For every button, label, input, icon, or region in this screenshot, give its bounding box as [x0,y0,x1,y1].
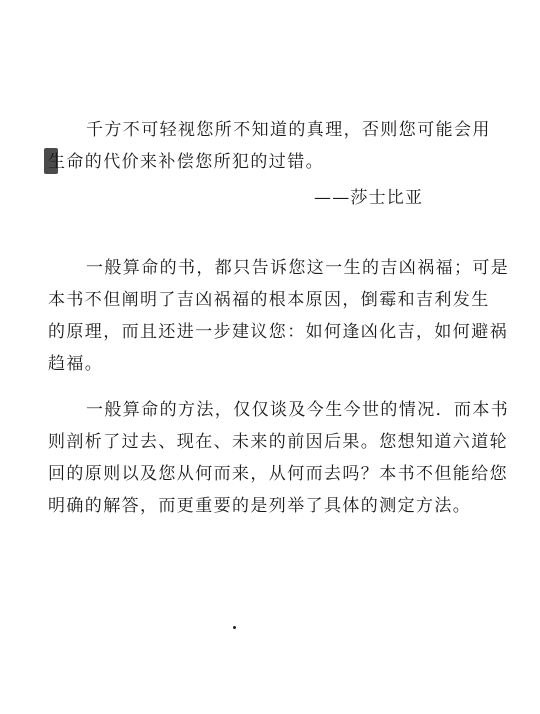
paragraph-2-line-3: 回的原则以及您从何而来，从何而去吗？本书不但能给您 [48,464,508,484]
paragraph-2-line-2: 则剖析了过去、现在、未来的前因后果。您想知道六道轮 [48,432,508,452]
quote-attribution: ——莎士比亚 [314,188,424,208]
quote-line-1: 千方不可轻视您所不知道的真理，否则您可能会用 [86,120,491,140]
ink-speck [233,626,236,629]
paragraph-1-line-4: 趋福。 [48,354,104,374]
paragraph-2-line-1: 一般算命的方法，仅仅谈及今生今世的情况．而本书 [86,400,510,420]
paragraph-1-line-2: 本书不但阐明了吉凶祸福的根本原因，倒霉和吉利发生 [48,290,490,310]
quote-line-2: 生命的代价来补偿您所犯的过错。 [48,152,324,172]
paragraph-1-line-3: 的原理，而且还进一步建议您：如何逢凶化吉，如何避祸 [48,322,508,342]
paragraph-1-line-1: 一般算命的书，都只告诉您这一生的吉凶祸福；可是 [86,258,510,278]
paragraph-2-line-4: 明确的解答，而更重要的是列举了具体的测定方法。 [48,496,472,516]
